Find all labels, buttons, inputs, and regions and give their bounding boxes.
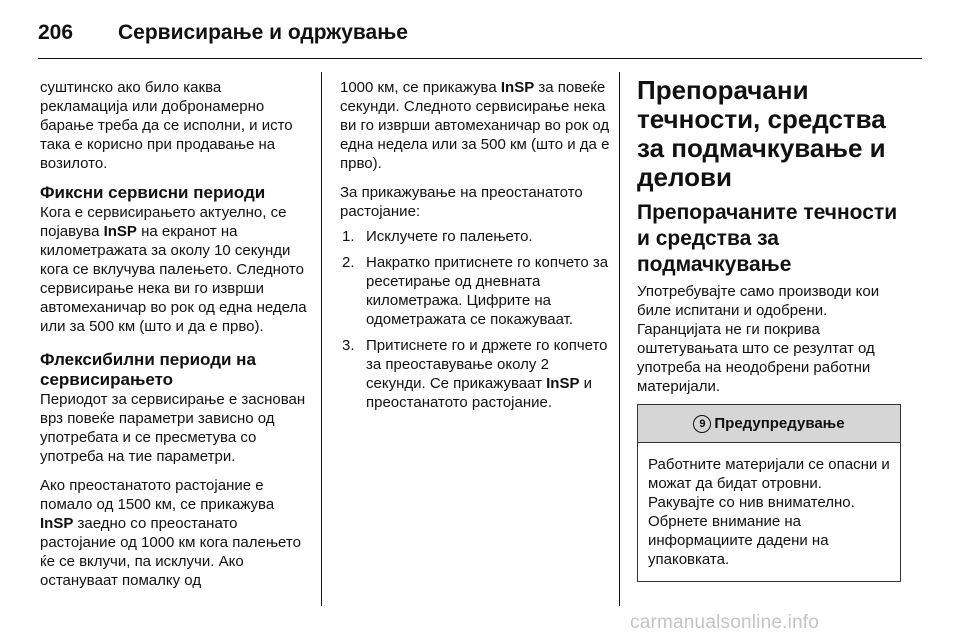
fixed-service-heading: Фиксни сервисни периоди bbox=[40, 183, 266, 202]
fluids-paragraph: Употребувајте само производи кои биле испитани и одобрени. Гаранцијата не ги покрива оштетувањата што се резултат од употреба на неодобрени работни материјали. bbox=[637, 283, 880, 395]
warning-title: Предупредување bbox=[714, 415, 845, 432]
insp-indicator: InSP bbox=[546, 375, 580, 392]
chapter-title: Сервисирање и одржување bbox=[118, 21, 408, 44]
warning-header bbox=[638, 405, 900, 443]
insp-indicator: InSP bbox=[40, 515, 74, 532]
flexible-service-heading: Флексибилни периоди на сервисирањето bbox=[40, 350, 256, 389]
column-middle bbox=[340, 78, 610, 419]
continued-paragraph: 1000 км, се прикажува InSP за повеќе секунди. Следното сервисирање нека ви го изврши автомеханичар во рок од една недела или за 500 км (што и да е прво). bbox=[340, 79, 610, 172]
watermark: carmanualsonline.info bbox=[630, 612, 820, 633]
column-divider bbox=[619, 72, 620, 606]
column-divider bbox=[321, 72, 322, 606]
header-divider bbox=[38, 58, 922, 59]
list-item: 3. Притиснете го и држете го копчето за преоставување околу 2 секунди. Се прикажуваат InSP и преостанатото растојание. bbox=[342, 337, 608, 411]
insp-indicator: InSP bbox=[103, 223, 137, 240]
intro-paragraph: суштинско ако било каква рекламација или добронамерно барање треба да се исполни, и исто така е корисно при продавање на возилото. bbox=[40, 79, 293, 172]
page-header bbox=[38, 18, 408, 48]
warning-text: Работните материјали се опасни и можат да бидат отровни. Ракувајте со нив внимателно. Обрнете внимание на информациите дадени на упаковката. bbox=[648, 456, 890, 568]
page-number: 206 bbox=[38, 21, 74, 44]
column-left bbox=[40, 78, 310, 600]
fixed-service-paragraph: Кога е сервисирањето актуелно, се појавува InSP на екранот на километражата за околу 10 секунди кога се вклучува палењето. Следното сервисирање нека ви го изврши автомеханичар во рок од една недела или за 500 км (што и да е прво). bbox=[40, 204, 307, 335]
steps-list bbox=[340, 227, 610, 412]
column-right bbox=[637, 75, 903, 582]
warning-box bbox=[637, 404, 901, 582]
display-distance-intro: За прикажување на преостанатото растојание: bbox=[340, 184, 583, 220]
insp-indicator: InSP bbox=[500, 79, 535, 96]
warning-icon: 9 bbox=[693, 415, 711, 433]
subsection-title: Препорачаните течности и средства за подмачкување bbox=[637, 201, 898, 276]
remaining-distance-paragraph: Ако преостанатото растојание е помало од 1500 км, се прикажува InSP заедно со преостанато растојание од 1000 км кога палењето ќе се вклучи, па исклучи. Ако останувaат помалку од bbox=[40, 477, 301, 589]
list-item: 2. Накратко притиснете го копчето за ресетирање од дневната километража. Цифрите на одометражата се покажуваат. bbox=[342, 254, 609, 328]
section-title: Препорачани течности, средства за подмачкување и делови bbox=[637, 75, 886, 192]
flexible-service-paragraph: Периодот за сервисирање е заснован врз повеќе параметри зависно од употребата и се пресметува со употреба на тие параметри. bbox=[40, 391, 306, 465]
list-item: 1. Исклучете го палењето. bbox=[342, 228, 533, 245]
